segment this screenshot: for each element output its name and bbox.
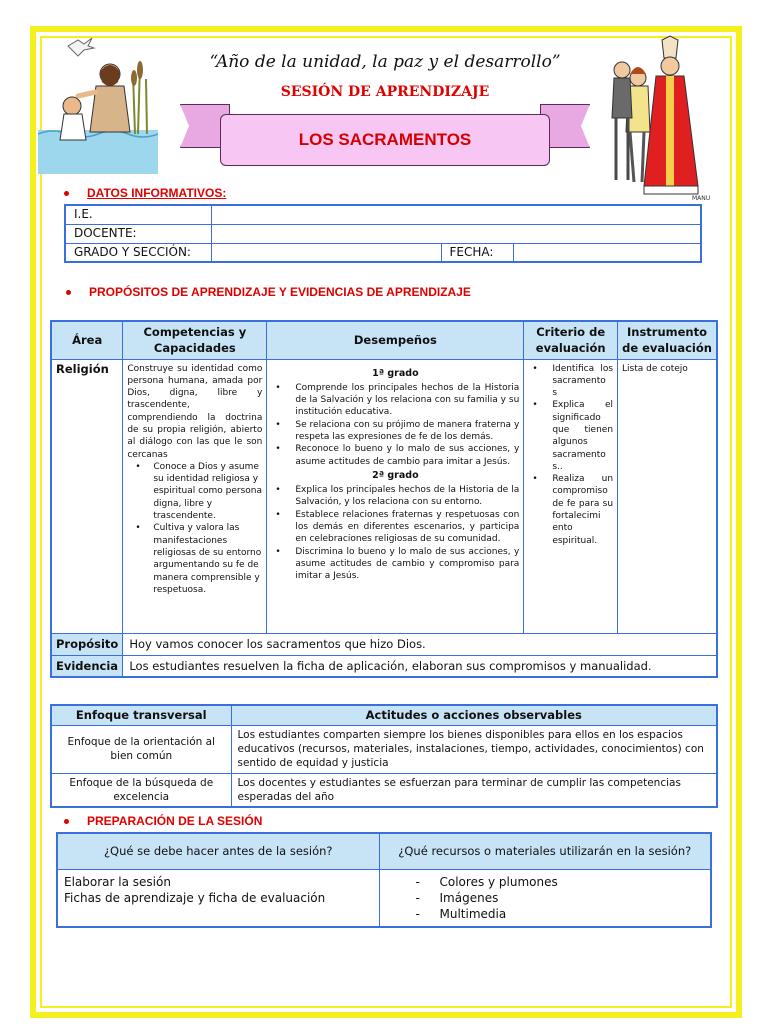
fecha-label: FECHA: bbox=[441, 243, 513, 262]
recurso-item: - Multimedia bbox=[416, 906, 705, 922]
competencia-text: Construye su identidad como persona humana, amada por Dios, digna, libre y trascendente, comprendiendo la doctrina de su propia religión, abierto al diálogo con las que le son cercanas bbox=[127, 363, 263, 460]
docente-field[interactable] bbox=[211, 224, 701, 243]
enfoque-name: Enfoque de la orientación al bien común bbox=[51, 725, 231, 773]
preparacion-heading: PREPARACIÓN DE LA SESIÓN bbox=[64, 814, 262, 828]
grado2-label: 2ª grado bbox=[372, 469, 419, 481]
desempeno-item: • Se relaciona con su prójimo de manera fraterna y respeta las expresiones de fe de los demás. bbox=[271, 419, 519, 444]
desempeno-item: • Reconoce lo bueno y lo malo de sus acciones, y asume actitudes de cambio para imitar a Jesús. bbox=[271, 443, 519, 468]
topic-title: LOS SACRAMENTOS bbox=[298, 130, 472, 149]
illustration-signature: MANU bbox=[692, 195, 710, 202]
desempeno-item: • Discrimina lo bueno y lo malo de sus acciones, y asume actitudes de cambio y compromiso para imitar a Jesús. bbox=[271, 546, 519, 583]
desempeno-item: • Explica los principales hechos de la Historia de la Salvación, y los relaciona con su entorno. bbox=[271, 484, 519, 509]
enfoque-actitud: Los docentes y estudiantes se esfuerzan para terminar de cumplir las competencias esperadas del año bbox=[231, 773, 717, 807]
datos-heading: DATOS INFORMATIVOS: bbox=[64, 186, 226, 200]
enfoque-name: Enfoque de la búsqueda de excelencia bbox=[51, 773, 231, 807]
bullet-icon bbox=[64, 819, 69, 824]
propositos-table bbox=[50, 320, 718, 678]
grado-label: GRADO Y SECCIÓN: bbox=[65, 243, 211, 262]
grado-field[interactable] bbox=[211, 243, 441, 262]
grado1-label: 1ª grado bbox=[372, 367, 419, 379]
session-title: SESIÓN DE APRENDIZAJE bbox=[280, 84, 490, 100]
area-religion: Religión bbox=[51, 359, 123, 633]
instrumento-cell: Lista de cotejo bbox=[618, 359, 717, 633]
proposito-label: Propósito bbox=[51, 633, 123, 655]
datos-table bbox=[64, 204, 702, 263]
enfoque-actitud: Los estudiantes comparten siempre los bienes disponibles para ellos en los espacios educativos (recursos, materiales, instalaciones, tiempo, actividades, conocimientos) con sentido de equidad y justicia bbox=[231, 725, 717, 773]
header-area: Área bbox=[51, 321, 123, 359]
fecha-field[interactable] bbox=[513, 243, 701, 262]
antes-cell bbox=[57, 869, 379, 927]
desempenos-cell bbox=[267, 359, 524, 633]
bullet-icon bbox=[66, 290, 71, 295]
header-enfoque: Enfoque transversal bbox=[51, 705, 231, 725]
baptism-illustration bbox=[38, 34, 158, 174]
preparacion-table bbox=[56, 832, 712, 928]
bullet-icon bbox=[64, 191, 69, 196]
competencias-cell bbox=[123, 359, 267, 633]
evidencia-value: Los estudiantes resuelven la ficha de aplicación, elaboran sus compromisos y manualidad. bbox=[123, 655, 717, 677]
header-antes: ¿Qué se debe hacer antes de la sesión? bbox=[57, 833, 379, 869]
school-year-motto: “Año de la unidad, la paz y el desarrollo” bbox=[209, 52, 561, 72]
header-recursos: ¿Qué recursos o materiales utilizarán en la sesión? bbox=[379, 833, 711, 869]
header-desempenos: Desempeños bbox=[267, 321, 524, 359]
enfoques-table bbox=[50, 704, 718, 808]
criterio-cell bbox=[524, 359, 618, 633]
antes-item: Elaborar la sesión bbox=[64, 874, 171, 889]
header-competencias: Competencias y Capacidades bbox=[123, 321, 267, 359]
recurso-item: - Colores y plumones bbox=[416, 874, 705, 890]
criterio-item: • Identifica los sacramento s bbox=[528, 363, 613, 400]
capacidad-item: • Conoce a Dios y asume su identidad religiosa y espiritual como persona digna, libre y trascendente. bbox=[127, 461, 262, 522]
desempeno-item: • Comprende los principales hechos de la Historia de la Salvación y los relaciona con su familia y su institución educativa. bbox=[271, 382, 519, 419]
docente-label: DOCENTE: bbox=[65, 224, 211, 243]
title-banner bbox=[180, 100, 590, 180]
capacidad-item: • Cultiva y valora las manifestaciones religiosas de su entorno argumentando su fe de manera comprensible y respetuosa. bbox=[127, 522, 262, 596]
evidencia-label: Evidencia bbox=[51, 655, 123, 677]
proposito-value: Hoy vamos conocer los sacramentos que hizo Dios. bbox=[123, 633, 717, 655]
desempeno-item: • Establece relaciones fraternas y respetuosas con los demás en diferentes escenarios, y participa en celebraciones religiosas de su comunidad. bbox=[271, 509, 519, 546]
header-criterio: Criterio de evaluación bbox=[524, 321, 618, 359]
header-instrumento: Instrumento de evaluación bbox=[618, 321, 717, 359]
recurso-item: - Imágenes bbox=[416, 890, 705, 906]
antes-item: Fichas de aprendizaje y ficha de evaluación bbox=[64, 890, 326, 905]
ie-label: I.E. bbox=[65, 205, 211, 224]
ie-field[interactable] bbox=[211, 205, 701, 224]
recursos-cell bbox=[379, 869, 711, 927]
criterio-item: • Explica el significado que tienen algunos sacramento s.. bbox=[528, 399, 613, 473]
criterio-item: • Realiza un compromiso de fe para su fortalecimi ento espiritual. bbox=[528, 473, 613, 547]
header-actitudes: Actitudes o acciones observables bbox=[231, 705, 717, 725]
propositos-heading: PROPÓSITOS DE APRENDIZAJE Y EVIDENCIAS DE APRENDIZAJE bbox=[66, 285, 471, 299]
